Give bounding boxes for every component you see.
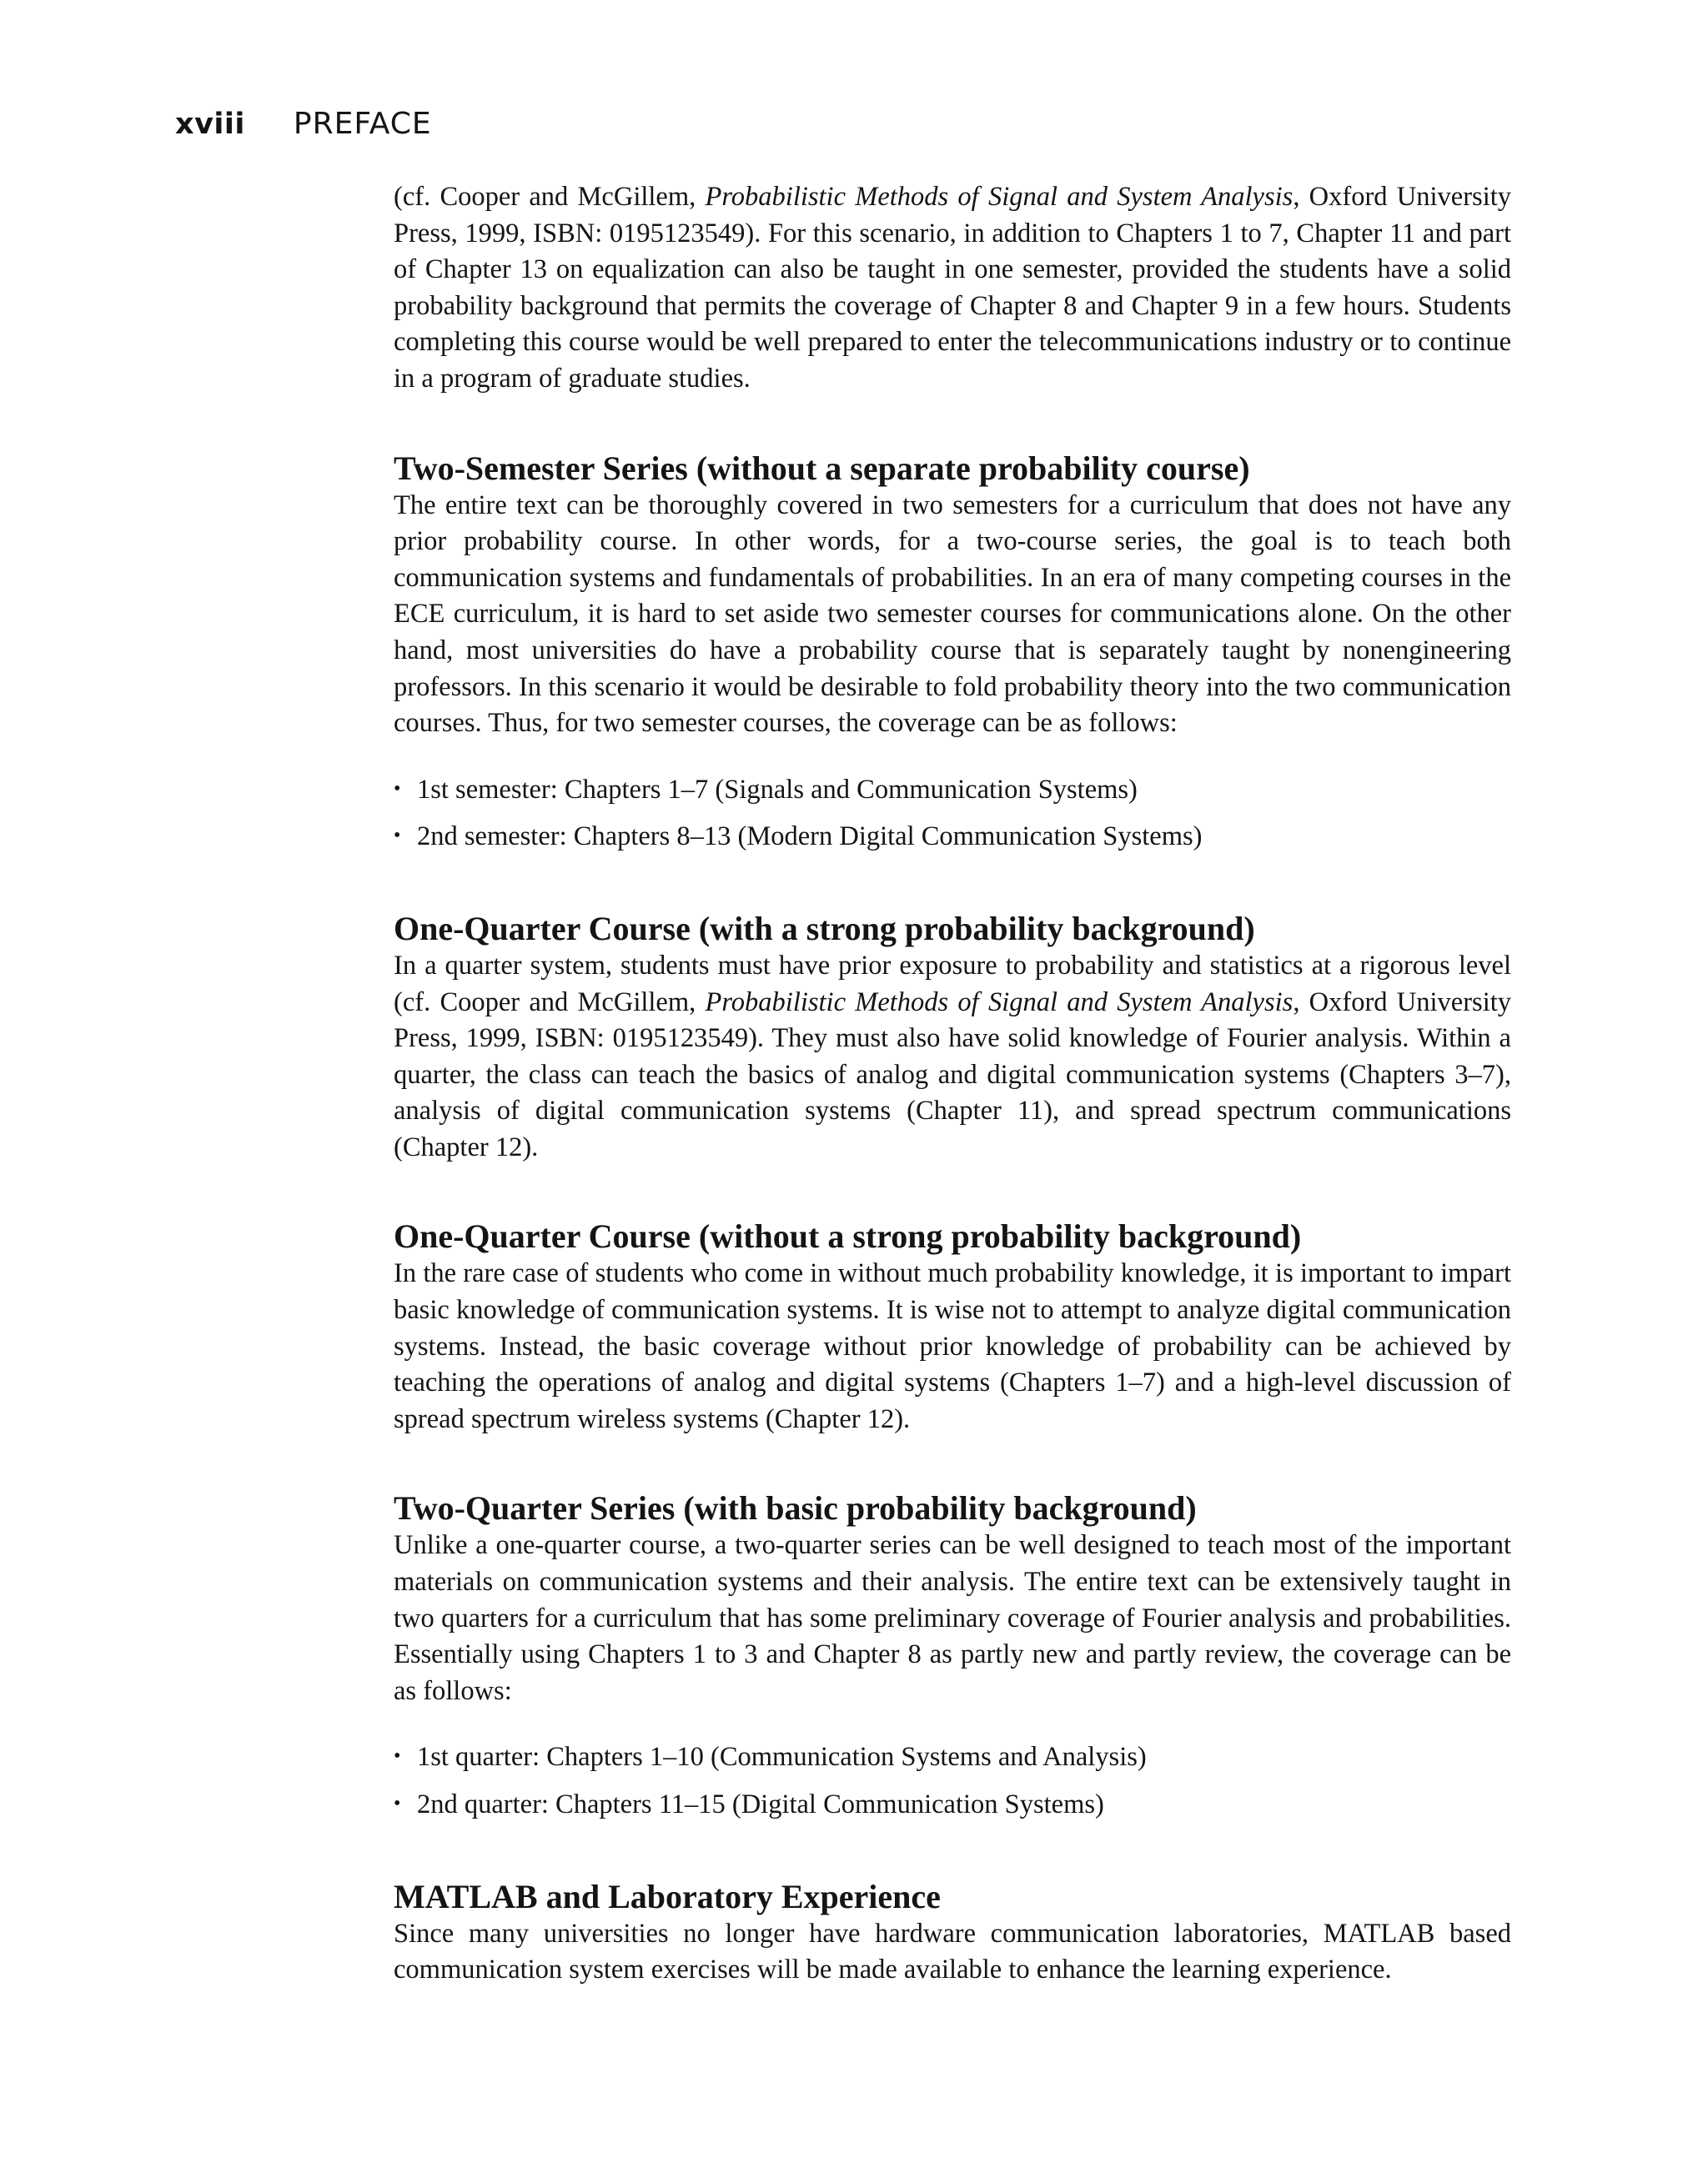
section-heading: One-Quarter Course (with a strong probability background) — [394, 909, 1255, 947]
body-text-end: , Oxford University Press, 1999, ISBN: 0195123549). They must also have solid knowledge of Fourier analysis. Within a quarter, the class can teach the basics of analog and digital communication systems (Chapters 3–7), analysis of digital communication systems (Chapter 11), and spread spectrum communications (Chapter 12). — [394, 986, 1512, 1162]
list-item — [394, 1787, 1511, 1826]
section-heading: Two-Semester Series (without a separate probability course) — [394, 449, 1250, 487]
section-one-quarter-strong — [394, 910, 1511, 1167]
section-heading: Two-Quarter Series (with basic probability background) — [394, 1489, 1197, 1528]
list-item — [394, 1739, 1511, 1779]
page-body — [394, 179, 1511, 1989]
list-item — [394, 819, 1511, 858]
bullet-icon: • — [394, 777, 401, 800]
lead-text-start: (cf. Cooper and McGillem, — [394, 182, 706, 212]
section-matlab-lab — [394, 1878, 1511, 1989]
section-one-quarter-without — [394, 1217, 1511, 1438]
bullet-icon: • — [394, 1793, 401, 1814]
section-body: The entire text can be thoroughly covered in two semesters for a curriculum that does not have any prior probability course. In other words, for a two-course series, the goal is to teach both communication systems and fundamentals of probabilities. In an era of many competing courses in the ECE curriculum, it is hard to set aside two semester courses for communications alone. On the other hand, most universities do have a probability course that is separately taught by nonengineering professors. In this scenario it would be desirable to fold probability theory into the two communication courses. Thus, for two semester courses, the coverage can be as follows: — [394, 489, 1511, 739]
book-title-italic: Probabilistic Methods of Signal and System Analysis — [705, 182, 1294, 212]
coverage-list — [394, 772, 1511, 858]
coverage-list — [394, 1739, 1511, 1825]
section-heading: One-Quarter Course (without a strong probability background) — [394, 1217, 1302, 1256]
body-text-start: In a quarter system, students must have prior exposure to probability and statistics at a rigorous level (cf. Cooper and McGillem, — [394, 950, 1511, 1017]
list-item-text: 2nd quarter: Chapters 11–15 (Digital Communication Systems) — [417, 1789, 1104, 1819]
section-heading: MATLAB and Laboratory Experience — [394, 1877, 941, 1915]
page-number: xviii — [175, 108, 245, 141]
section-body: Unlike a one-quarter course, a two-quarter series can be well designed to teach most of the important materials on communication systems and their analysis. The entire text can be extensively taught in two quarters for a curriculum that has some preliminary coverage of Fourier analysis and probabilities. Essentially using Chapters 1 to 3 and Chapter 8 as partly new and partly review, the coverage can be as follows: — [394, 1530, 1511, 1706]
section-body — [394, 948, 1511, 1167]
section-body: Since many universities no longer have hardware communication laboratories, MATLAB based communication system exercises will be made available to enhance the learning experience. — [394, 1918, 1511, 1985]
list-item-text: 2nd semester: Chapters 8–13 (Modern Digital Communication Systems) — [417, 821, 1203, 852]
book-title-italic: Probabilistic Methods of Signal and System Analysis — [705, 986, 1294, 1017]
section-body: In the rare case of students who come in without much probability knowledge, it is important to impart basic knowledge of communication systems. It is wise not to attempt to analyze digital communication systems. Instead, the basic coverage without prior knowledge of probability can be achieved by teaching the operations of analog and digital systems (Chapters 1–7) and a high-level discussion of spread spectrum wireless systems (Chapter 12). — [394, 1258, 1511, 1434]
list-item — [394, 772, 1511, 811]
bullet-icon: • — [394, 1745, 401, 1768]
bullet-icon: • — [394, 825, 401, 847]
lead-text-end: , Oxford University Press, 1999, ISBN: 0195123549). For this scenario, in addition to Chapters 1 to 7, Chapter 11 and part of Chapter 13 on equalization can also be taught in one semester, provided the students have a solid probability background that permits the coverage of Chapter 8 and Chapter 9 in a few hours. Students completing this course would be well prepared to enter the telecommunications industry or to continue in a program of graduate studies. — [394, 182, 1512, 394]
lead-paragraph — [394, 179, 1511, 398]
running-title: PREFACE — [293, 107, 432, 141]
running-head — [175, 107, 432, 148]
section-two-semester-series — [394, 449, 1511, 858]
section-two-quarter-series — [394, 1489, 1511, 1825]
list-item-text: 1st quarter: Chapters 1–10 (Communication Systems and Analysis) — [417, 1742, 1147, 1773]
list-item-text: 1st semester: Chapters 1–7 (Signals and Communication Systems) — [417, 774, 1138, 805]
